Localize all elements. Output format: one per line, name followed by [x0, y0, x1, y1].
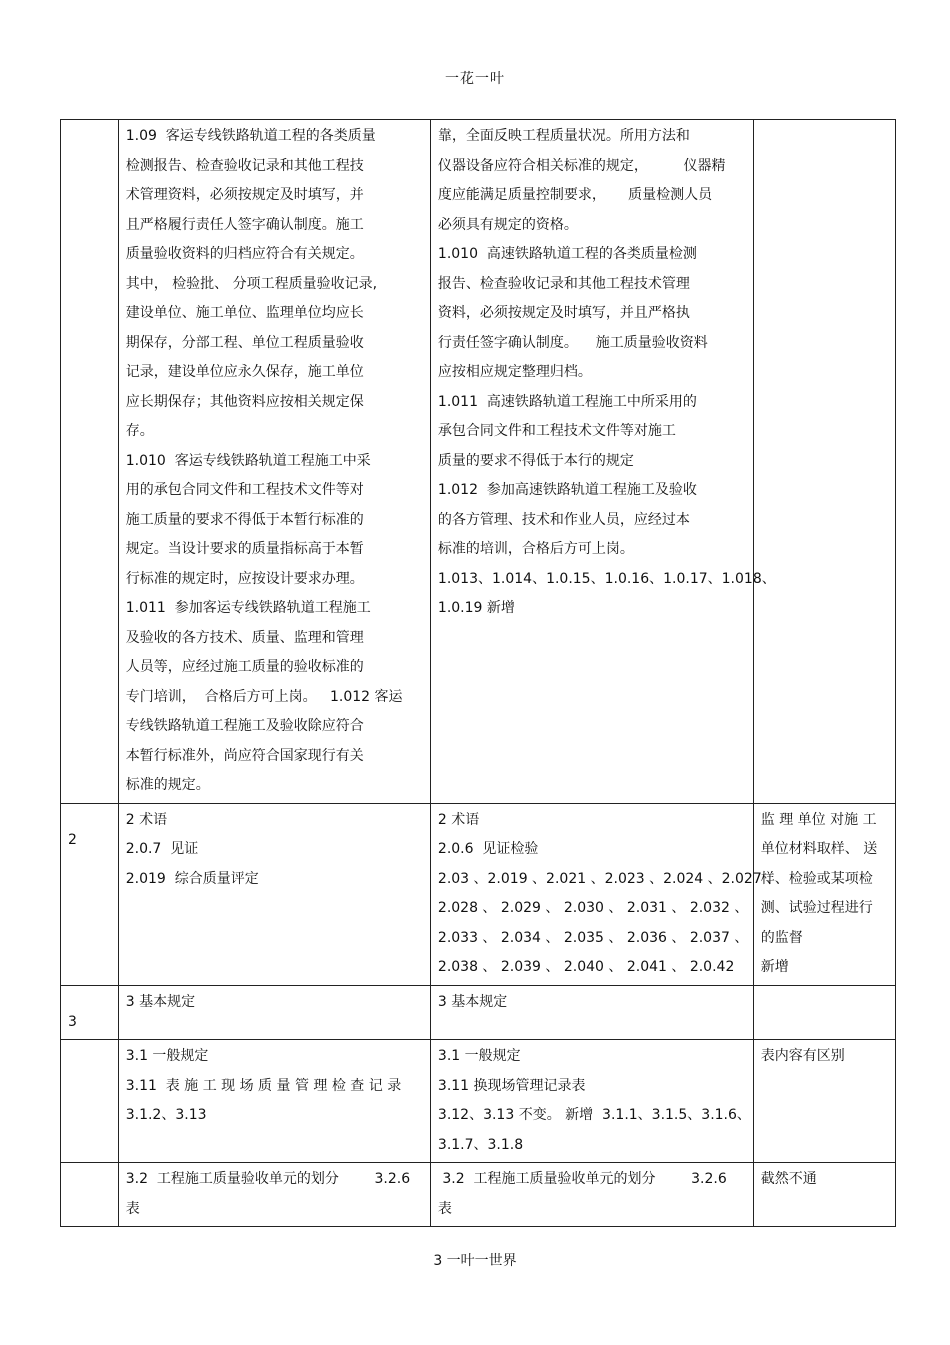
old-standard-cell [118, 120, 430, 804]
cell-line: 1.011 参加客运专线铁路轨道工程施工 [125, 600, 371, 616]
cell-line: 3.1.7、3.1.8 [437, 1136, 524, 1153]
old-standard-cell [118, 1040, 430, 1163]
cell-line: 3.1 一般规定 [125, 1048, 209, 1064]
cell-line: 专门培训， 合格后方可上岗。 1.012 客运 [125, 688, 403, 705]
cell-line: 1.013、1.014、1.0.15、1.0.16、1.0.17、1.018、 [437, 570, 776, 587]
old-standard-cell [118, 1163, 430, 1227]
cell-line: 检测报告、检查验收记录和其他工程技 [125, 157, 364, 174]
cell-line: 及验收的各方技术、质量、监理和管理 [125, 629, 364, 646]
cell-line: 质量验收资料的归档应符合有关规定。 [125, 246, 364, 262]
row-number: 2 [68, 831, 77, 848]
cell-line: 必须具有规定的资格。 [437, 216, 578, 233]
row-number-cell [61, 120, 119, 804]
cell-line: 3.1 一般规定 [437, 1048, 521, 1064]
cell-line: 1.011 高速铁路轨道工程施工中所采用的 [437, 393, 697, 410]
cell-line: 2.0.7 见证 [125, 841, 199, 857]
remark-cell [753, 803, 895, 985]
cell-line: 且严格履行责任人签字确认制度。施工 [125, 216, 364, 233]
cell-line: 单位材料取样、 送 [760, 841, 878, 857]
new-standard-cell [430, 1040, 753, 1163]
remark-cell [753, 985, 895, 1040]
new-standard-cell [430, 985, 753, 1040]
row-number-cell [61, 1163, 119, 1227]
remark-cell [753, 1040, 895, 1163]
cell-line: 表内容有区别 [760, 1048, 845, 1064]
cell-line: 专线铁路轨道工程施工及验收除应符合 [125, 718, 364, 734]
cell-line: 2.038 、 2.039 、 2.040 、 2.041 、 2.0.42 [437, 959, 735, 975]
table-row [61, 1163, 896, 1227]
cell-line: 3 基本规定 [125, 993, 196, 1010]
cell-line: 存。 [125, 423, 154, 439]
cell-line: 3.12、3.13 不变。 新增 3.1.1、3.1.5、3.1.6、 [437, 1107, 751, 1123]
cell-line: 行责任签字确认制度。 施工质量验收资料 [437, 334, 708, 351]
old-standard-cell [118, 803, 430, 985]
cell-line: 3 基本规定 [437, 993, 508, 1010]
cell-line: 用的承包合同文件和工程技术文件等对 [125, 482, 364, 498]
cell-line: 3.11 表 施 工 现 场 质 量 管 理 检 查 记 录 [125, 1077, 402, 1094]
cell-line: 表 [437, 1200, 452, 1217]
cell-line: 截然不通 [760, 1171, 817, 1187]
comparison-table [60, 119, 896, 1227]
cell-line: 的监督 [760, 929, 803, 946]
cell-line: 3.2 工程施工质量验收单元的划分 3.2.6 [125, 1171, 411, 1187]
cell-line: 2.033 、 2.034 、 2.035 、 2.036 、 2.037 、 [437, 929, 749, 946]
row-number-cell [61, 803, 119, 985]
cell-line: 1.010 客运专线铁路轨道工程施工中采 [125, 452, 371, 469]
cell-line: 新增 [760, 959, 789, 975]
cell-line: 术管理资料，必须按规定及时填写，并 [125, 187, 364, 203]
cell-line: 测、试验过程进行 [760, 900, 873, 916]
table-row [61, 803, 896, 985]
cell-line: 表 [125, 1200, 140, 1217]
cell-line: 质量的要求不得低于本行的规定 [437, 452, 634, 469]
cell-line: 3.1.2、3.13 [125, 1107, 207, 1123]
cell-line: 报告、检查验收记录和其他工程技术管理 [437, 275, 690, 292]
cell-line: 的各方管理、技术和作业人员，应经过本 [437, 511, 690, 528]
cell-line: 样、检验或某项检 [760, 870, 873, 887]
cell-line: 靠，全面反映工程质量状况。所用方法和 [437, 128, 690, 144]
cell-line: 期保存，分部工程、单位工程质量验收 [125, 334, 364, 351]
cell-line: 监 理 单位 对施 工 [760, 811, 877, 828]
cell-line: 1.010 高速铁路轨道工程的各类质量检测 [437, 246, 697, 262]
cell-line: 其中， 检验批、 分项工程质量验收记录, [125, 275, 378, 292]
cell-line: 行标准的规定时，应按设计要求办理。 [125, 570, 364, 587]
cell-line: 1.012 参加高速铁路轨道工程施工及验收 [437, 482, 697, 498]
cell-line: 仪器设备应符合相关标准的规定， 仪器精 [437, 157, 726, 174]
cell-line: 人员等，应经过施工质量的验收标准的 [125, 659, 364, 675]
cell-line: 标准的规定。 [125, 777, 210, 793]
remark-cell [753, 120, 895, 804]
page-header: 一花一叶 [445, 71, 505, 87]
remark-cell [753, 1163, 895, 1227]
table-row [61, 985, 896, 1040]
page-footer: 3 一叶一世界 [433, 1253, 517, 1269]
cell-line: 建设单位、施工单位、监理单位均应长 [125, 305, 364, 321]
cell-line: 2.028 、 2.029 、 2.030 、 2.031 、 2.032 、 [437, 900, 749, 916]
row-number-cell [61, 1040, 119, 1163]
cell-line: 施工质量的要求不得低于本暂行标准的 [125, 511, 364, 528]
cell-line: 2 术语 [437, 811, 480, 828]
cell-line: 1.0.19 新增 [437, 600, 515, 616]
cell-line: 承包合同文件和工程技术文件等对施工 [437, 423, 676, 439]
cell-line: 2.019 综合质量评定 [125, 870, 259, 887]
cell-line: 标准的培训，合格后方可上岗。 [437, 541, 634, 557]
row-number-cell [61, 985, 119, 1040]
cell-line: 记录，建设单位应永久保存，施工单位 [125, 364, 364, 380]
cell-line: 3.11 换现场管理记录表 [437, 1077, 586, 1094]
row-number: 3 [68, 1013, 77, 1030]
new-standard-cell [430, 1163, 753, 1227]
cell-line: 度应能满足质量控制要求， 质量检测人员 [437, 187, 713, 203]
cell-line: 本暂行标准外，尚应符合国家现行有关 [125, 747, 364, 764]
new-standard-cell [430, 120, 776, 804]
cell-line: 1.09 客运专线铁路轨道工程的各类质量 [125, 128, 376, 144]
cell-line: 应按相应规定整理归档。 [437, 364, 592, 380]
cell-line: 规定。当设计要求的质量指标高于本暂 [125, 541, 364, 557]
cell-line: 3.2 工程施工质量验收单元的划分 3.2.6 [437, 1171, 727, 1187]
cell-line: 2 术语 [125, 811, 168, 828]
cell-line: 2.0.6 见证检验 [437, 841, 539, 857]
cell-line: 资料，必须按规定及时填写，并且严格执 [437, 305, 690, 321]
table-row [61, 1040, 896, 1163]
old-standard-cell [118, 985, 430, 1040]
cell-line: 应长期保存；其他资料应按相关规定保 [125, 393, 364, 410]
table-row [61, 120, 896, 804]
cell-line: 2.03 、2.019 、2.021 、2.023 、2.024 、2.027 、 [437, 870, 781, 887]
